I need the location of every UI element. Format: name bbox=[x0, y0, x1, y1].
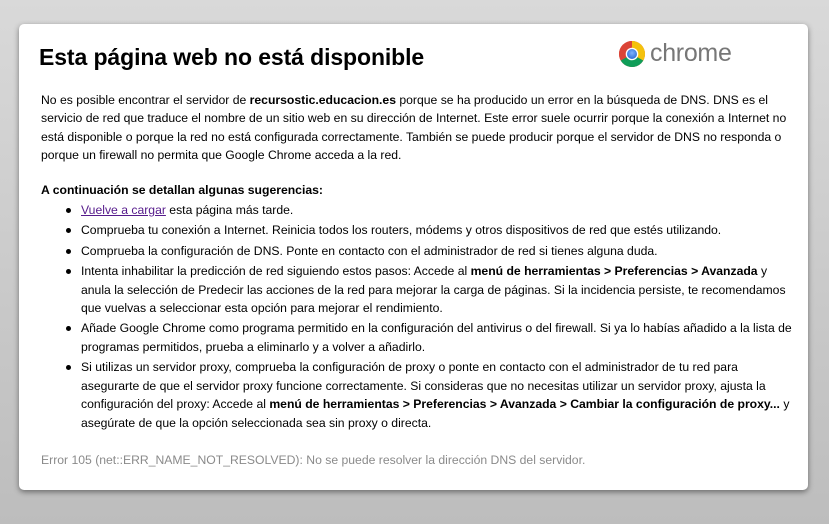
chrome-branding bbox=[618, 39, 732, 68]
list-item: Comprueba tu conexión a Internet. Reinicia todos los routers, módems y otros dispositivos de red que estés utilizando. bbox=[81, 221, 793, 239]
menu-path: menú de herramientas > Preferencias > Avanzada bbox=[470, 264, 758, 279]
list-item: Vuelve a cargar esta página más tarde. bbox=[81, 201, 793, 219]
error-description bbox=[41, 91, 793, 434]
list-item: Añade Google Chrome como programa permitido en la configuración del antivirus o del firewall. Si ya lo habías añadido a la lista de programas permitidos, prueba a eliminarlo y a volver a añadirlo. bbox=[81, 319, 793, 356]
page-title: Esta página web no está disponible bbox=[39, 44, 425, 70]
reload-link[interactable]: Vuelve a cargar bbox=[81, 203, 166, 218]
failed-domain: recursostic.educacion.es bbox=[249, 93, 396, 107]
list-item: Comprueba la configuración de DNS. Ponte en contacto con el administrador de red si tienes alguna duda. bbox=[81, 242, 793, 260]
error-code: Error 105 (net::ERR_NAME_NOT_RESOLVED): No se puede resolver la dirección DNS del servidor. bbox=[41, 453, 586, 467]
chrome-wordmark: chrome bbox=[650, 39, 732, 67]
suggestions-heading: A continuación se detallan algunas sugerencias: bbox=[41, 182, 323, 197]
suggestions-list bbox=[41, 201, 793, 432]
list-item: Intenta inhabilitar la predicción de red siguiendo estos pasos: Accede al menú de herramientas > Preferencias > Avanzada y anula la selección de Predecir las acciones de la red para mejorar la carga de páginas. Si la incidencia persiste, te recomendamos que vuelvas a seleccionar esta opción para mejorar el rendimiento. bbox=[81, 262, 793, 317]
chrome-logo-icon bbox=[618, 40, 646, 68]
list-item: Si utilizas un servidor proxy, comprueba la configuración de proxy o ponte en contacto con el administrador de tu red para asegurarte de que el servidor proxy funcione correctamente. Si consideras que no necesitas utilizar un servidor proxy, ajusta la configuración del proxy: Accede al menú de herramientas > Preferencias > Avanzada > Cambiar la configuración de proxy... y asegúrate de que la opción seleccionada sea sin proxy o directa. bbox=[81, 358, 793, 432]
error-panel bbox=[19, 24, 808, 490]
menu-path: menú de herramientas > Preferencias > Avanzada > Cambiar la configuración de proxy... bbox=[269, 397, 780, 412]
intro-paragraph: No es posible encontrar el servidor de recursostic.educacion.es porque se ha producido un error en la búsqueda de DNS. DNS es el servicio de red que traduce el nombre de un sitio web en su dirección de Internet. Este error suele ocurrir porque la conexión a Internet no está disponible o porque la red no está configurada correctamente. También se puede producir porque el servidor de DNS no responda o porque un firewall no permita que Google Chrome acceda a la red. bbox=[41, 93, 787, 163]
